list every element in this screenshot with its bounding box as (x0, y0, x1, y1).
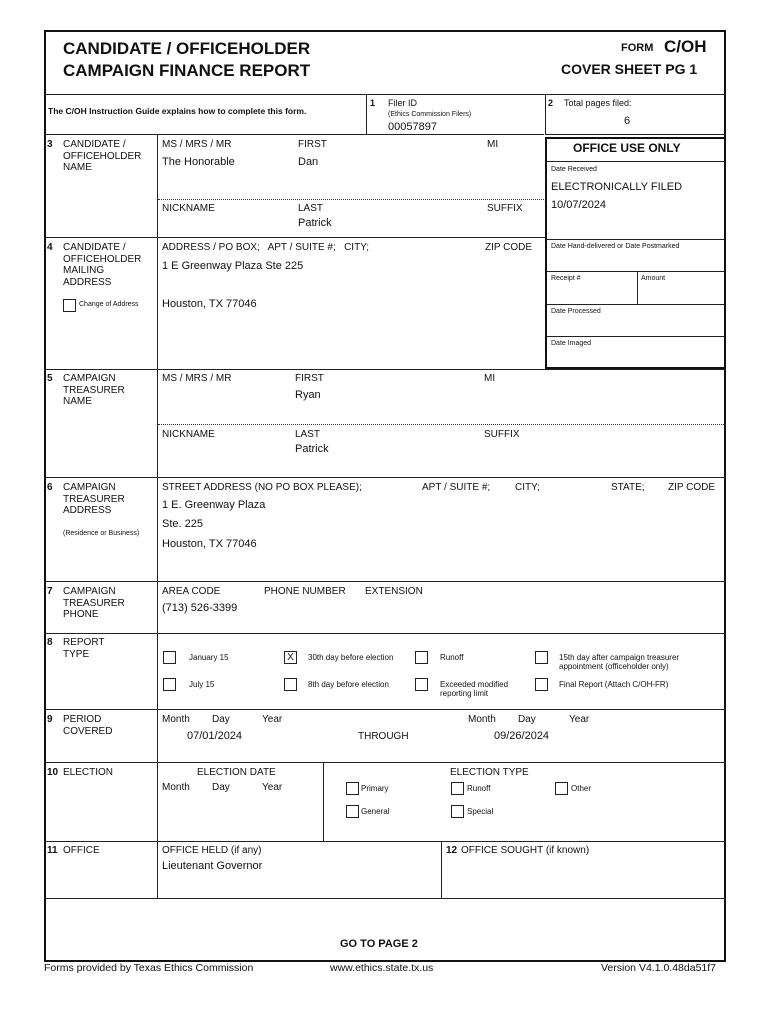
s9-to-year-label: Year (569, 714, 590, 725)
change-of-address-checkbox[interactable] (63, 299, 76, 312)
s10-year-label: Year (262, 782, 283, 793)
office-held-label: OFFICE HELD (if any) (162, 845, 262, 856)
s4-address-line1: 1 E Greenway Plaza Ste 225 (162, 260, 304, 272)
filer-id-label: Filer ID (388, 98, 417, 108)
s10-month-label: Month (162, 782, 190, 793)
s3-first-label: FIRST (298, 139, 327, 150)
date-processed-label: Date Processed (551, 308, 601, 315)
s5-first-value: Ryan (295, 389, 321, 401)
s7-label: CAMPAIGN TREASURER PHONE (63, 586, 125, 620)
date-received-label: Date Received (551, 166, 597, 173)
s5-suffix-label: SUFFIX (484, 429, 520, 440)
s11-label: OFFICE (63, 845, 100, 856)
s6-street-label: STREET ADDRESS (NO PO BOX PLEASE); (162, 482, 362, 493)
election-runoff-label: Runoff (467, 784, 491, 793)
s3-title-value: The Honorable (162, 156, 235, 168)
s5-mi-label: MI (484, 373, 496, 384)
s6-state-label: STATE; (611, 482, 645, 493)
election-primary-label: Primary (361, 784, 389, 793)
s3-suffix-label: SUFFIX (487, 203, 523, 214)
election-other-label: Other (571, 784, 592, 793)
election-special-label: Special (467, 807, 494, 816)
report-jul15-checkbox[interactable] (163, 678, 176, 691)
report-jan15-label: January 15 (189, 653, 229, 662)
s10-label: ELECTION (63, 767, 114, 778)
s9-from-month-label: Month (162, 714, 190, 725)
electronically-filed-text: ELECTRONICALLY FILED (551, 181, 683, 193)
date-hand-delivered-label: Date Hand-delivered or Date Postmarked (551, 243, 680, 250)
s4-address-label: ADDRESS / PO BOX; APT / SUITE #; CITY; (162, 242, 369, 253)
election-general-checkbox[interactable] (346, 805, 359, 818)
form-prefix: FORM (621, 42, 654, 54)
report-8day-checkbox[interactable] (284, 678, 297, 691)
report-final-label: Final Report (Attach C/OH-FR) (559, 680, 669, 689)
s10-day-label: Day (212, 782, 230, 793)
s3-last-value: Patrick (298, 217, 332, 229)
total-pages-value: 6 (624, 115, 631, 127)
report-runoff-checkbox[interactable] (415, 651, 428, 664)
report-30day-label: 30th day before election (308, 653, 394, 662)
s5-last-label: LAST (295, 429, 321, 440)
filer-id-num: 1 (370, 98, 376, 108)
s5-last-value: Patrick (295, 443, 329, 455)
go-to-page-2: GO TO PAGE 2 (340, 938, 418, 950)
s9-from-day-label: Day (212, 714, 230, 725)
s9-to-day-label: Day (518, 714, 536, 725)
total-pages-label: Total pages filed: (564, 98, 632, 108)
s9-from-year-label: Year (262, 714, 283, 725)
s9-to-month-label: Month (468, 714, 496, 725)
report-jul15-label: July 15 (189, 680, 215, 689)
report-30day-checkbox[interactable]: X (284, 651, 297, 664)
report-15day-label: 15th day after campaign treasurer appointment (officeholder only) (559, 653, 680, 672)
amount-label: Amount (641, 275, 666, 282)
s8-num: 8 (47, 637, 53, 648)
s6-label: CAMPAIGN TREASURER ADDRESS (63, 482, 125, 516)
report-final-checkbox[interactable] (535, 678, 548, 691)
election-general-label: General (361, 807, 390, 816)
s6-num: 6 (47, 482, 53, 493)
form-title-line1: CANDIDATE / OFFICEHOLDER (63, 39, 311, 58)
s9-to-date: 09/26/2024 (494, 730, 550, 742)
footer-url[interactable]: www.ethics.state.tx.us (330, 962, 434, 974)
report-runoff-label: Runoff (440, 653, 464, 662)
s6-sub-label: (Residence or Business) (63, 530, 140, 537)
report-exceeded-checkbox[interactable] (415, 678, 428, 691)
s4-label: CANDIDATE / OFFICEHOLDER MAILING ADDRESS (63, 242, 142, 288)
s6-zip-label: ZIP CODE (668, 482, 716, 493)
s10-num: 10 (47, 767, 59, 778)
s5-num: 5 (47, 373, 53, 384)
s11-num: 11 (47, 845, 58, 856)
s7-num: 7 (47, 586, 53, 597)
s7-phone-label: PHONE NUMBER (264, 586, 346, 597)
s3-num: 3 (47, 139, 53, 150)
election-other-checkbox[interactable] (555, 782, 568, 795)
s9-label: PERIOD COVERED (63, 714, 113, 737)
footer-version: Version V4.1.0.48da51f7 (601, 962, 717, 974)
office-sought-label: OFFICE SOUGHT (if known) (461, 845, 590, 856)
s10-type-label: ELECTION TYPE (450, 767, 529, 778)
s9-through-label: THROUGH (358, 731, 409, 742)
s9-from-date: 07/01/2024 (187, 730, 243, 742)
s3-mi-label: MI (487, 139, 499, 150)
s6-apt-label: APT / SUITE #; (422, 482, 491, 493)
form-code: C/OH (664, 37, 707, 56)
total-pages-num: 2 (548, 98, 554, 108)
s6-address-line3: Houston, TX 77046 (162, 538, 257, 550)
report-15day-checkbox[interactable] (535, 651, 548, 664)
s6-address-line2: Ste. 225 (162, 518, 203, 530)
s3-title-label: MS / MRS / MR (162, 139, 232, 150)
footer-provider: Forms provided by Texas Ethics Commission (44, 962, 254, 974)
s6-address-line1: 1 E. Greenway Plaza (162, 499, 266, 511)
s9-num: 9 (47, 714, 53, 725)
s4-num: 4 (47, 242, 53, 253)
s4-zip-label: ZIP CODE (485, 242, 533, 253)
s7-phone-value: (713) 526-3399 (162, 602, 238, 614)
s8-label: REPORT TYPE (63, 637, 105, 660)
report-exceeded-label: Exceeded modified reporting limit (440, 680, 509, 699)
election-primary-checkbox[interactable] (346, 782, 359, 795)
election-special-checkbox[interactable] (451, 805, 464, 818)
s6-city-label: CITY; (515, 482, 540, 493)
office-use-title: OFFICE USE ONLY (573, 141, 681, 155)
instruction-text: The C/OH Instruction Guide explains how to complete this form. (48, 106, 307, 116)
s7-extension-label: EXTENSION (365, 586, 423, 597)
office-held-value: Lieutenant Governor (162, 860, 263, 872)
election-runoff-checkbox[interactable] (451, 782, 464, 795)
s5-nick-label: NICKNAME (162, 429, 215, 440)
filer-id-value: 00057897 (388, 121, 437, 133)
form-title-line2: CAMPAIGN FINANCE REPORT (63, 61, 311, 80)
s5-first-label: FIRST (295, 373, 324, 384)
cover-sheet-label: COVER SHEET PG 1 (561, 61, 698, 77)
s4-address-line2: Houston, TX 77046 (162, 298, 257, 310)
date-imaged-label: Date Imaged (551, 340, 592, 347)
s3-last-label: LAST (298, 203, 324, 214)
s10-date-label: ELECTION DATE (197, 767, 276, 778)
filer-id-sublabel: (Ethics Commission Filers) (388, 111, 472, 118)
s3-label: CANDIDATE / OFFICEHOLDER NAME (63, 139, 142, 173)
s3-first-value: Dan (298, 156, 319, 168)
receipt-label: Receipt # (551, 275, 581, 282)
s3-nick-label: NICKNAME (162, 203, 215, 214)
filed-date-value: 10/07/2024 (551, 199, 607, 211)
s7-area-code-label: AREA CODE (162, 586, 221, 597)
report-jan15-checkbox[interactable] (163, 651, 176, 664)
s12-num: 12 (446, 845, 458, 856)
change-of-address-label: Change of Address (79, 301, 139, 308)
s5-label: CAMPAIGN TREASURER NAME (63, 373, 125, 407)
report-8day-label: 8th day before election (308, 680, 389, 689)
s5-title-label: MS / MRS / MR (162, 373, 232, 384)
